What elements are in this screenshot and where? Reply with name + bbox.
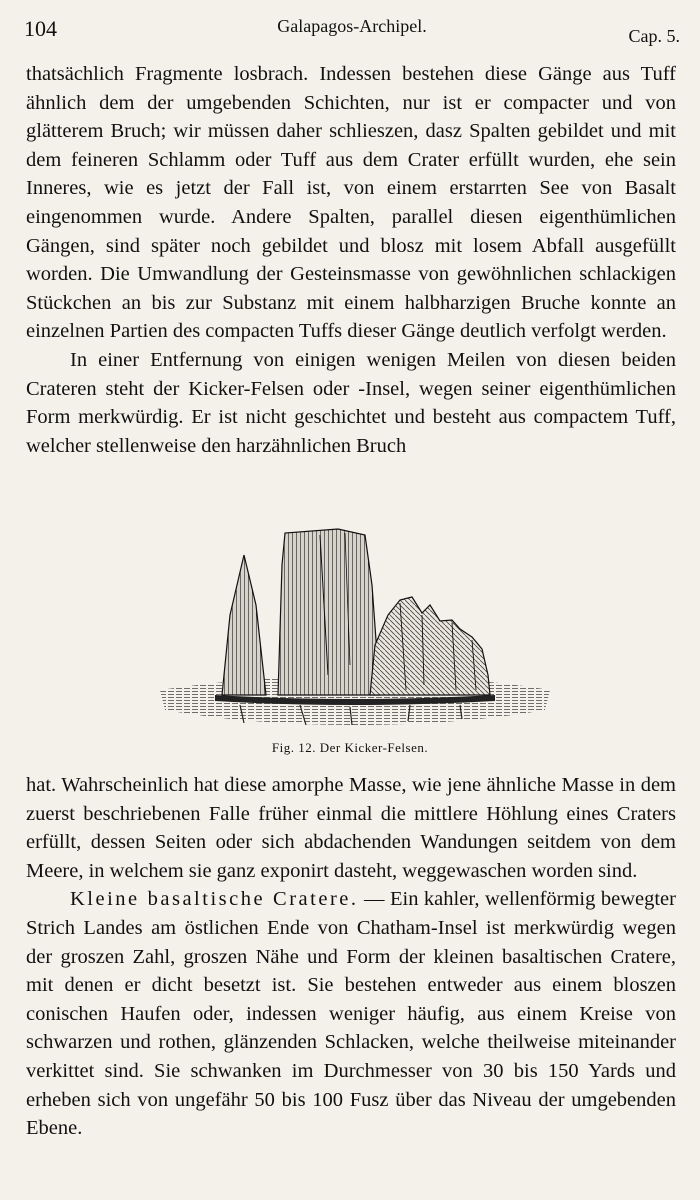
paragraph-gaenge: thatsächlich Fragmente losbrach. Indessen bestehen diese Gänge aus Tuff ähnlich dem der umgebenden Schichten, nur ist er compacter und von glätterem Bruch; wir müssen daher schlieszen, dasz Spalten gebildet und mit dem feineren Schlamm oder Tuff aus dem Crater erfüllt wurden, ehe sein Inneres, wie es jetzt der Fall ist, von einem erstarrten See von Basalt eingenommen wurde. Andere Spalten, parallel diesen eigenthümlichen Gängen, sind später noch gebildet und blosz mit losem Abfall ausgefüllt worden. Die Umwandlung der Gesteinsmasse von gewöhnlichen schlackigen Stückchen an bis zur Substanz mit einem halbharzigen Bruche konnte an einzelnen Partien des compacten Tuffs dieser Gänge deutlich verfolgt werden. — [26, 63, 676, 343]
running-title: Galapagos-Archipel. — [277, 16, 427, 36]
text-block-top — [26, 60, 676, 460]
left-spire — [222, 555, 266, 695]
figure-caption: Fig. 12. Der Kicker-Felsen. — [271, 740, 429, 755]
figure-kicker-rock — [160, 525, 550, 737]
right-rock-cluster — [370, 597, 490, 695]
main-tower — [278, 529, 380, 695]
paragraph-continued: hat. Wahrscheinlich hat diese amorphe Masse, wie jene ähnliche Masse in dem zuerst beschriebenen Falle früher einmal die mittlere Höhlung eines Craters erfüllt, dessen Seiten oder sich abdachenden Wandungen seitdem von dem Meere, in welchem sie ganz exponirt dasteht, weggewaschen worden sind. — [26, 774, 676, 882]
chapter-label: Cap. 5. — [628, 26, 680, 46]
page-number: 104 — [24, 16, 57, 41]
paragraph-kicker-felsen: In einer Entfernung von einigen wenigen Meilen von diesen beiden Crateren steht der Kicker-Felsen oder -Insel, wegen seiner eigenthümlichen Form merkwürdig. Er ist nicht geschichtet und besteht aus compactem Tuff, welcher stellenweise den harzähnlichen Bruch — [26, 348, 676, 457]
section-text: — Ein kahler, wellenförmig bewegter Strich Landes am östlichen Ende von Chatham-Insel ist merkwürdig wegen der groszen Zahl, groszen Nähe und Form der kleinen basaltischen Cratere, mit denen er dicht besetzt ist. Sie bestehen entweder aus einem bloszen conischen Haufen oder, indessen weniger häufig, aus einem Kreise von schwarzen und rothen, glänzenden Schlacken, welche theilweise miteinander verkittet sind. Sie schwanken im Durchmesser von 30 bis 150 Yards und erheben sich von ungefähr 50 bis 100 Fusz über das Niveau der umgebenden Ebene. — [26, 888, 676, 1140]
kicker-rock-illustration — [160, 525, 550, 737]
running-header — [24, 16, 680, 46]
text-block-bottom — [26, 771, 676, 1143]
paragraph-basaltische-cratere — [26, 885, 676, 1142]
section-heading: Kleine basaltische Cratere. — [70, 888, 359, 911]
